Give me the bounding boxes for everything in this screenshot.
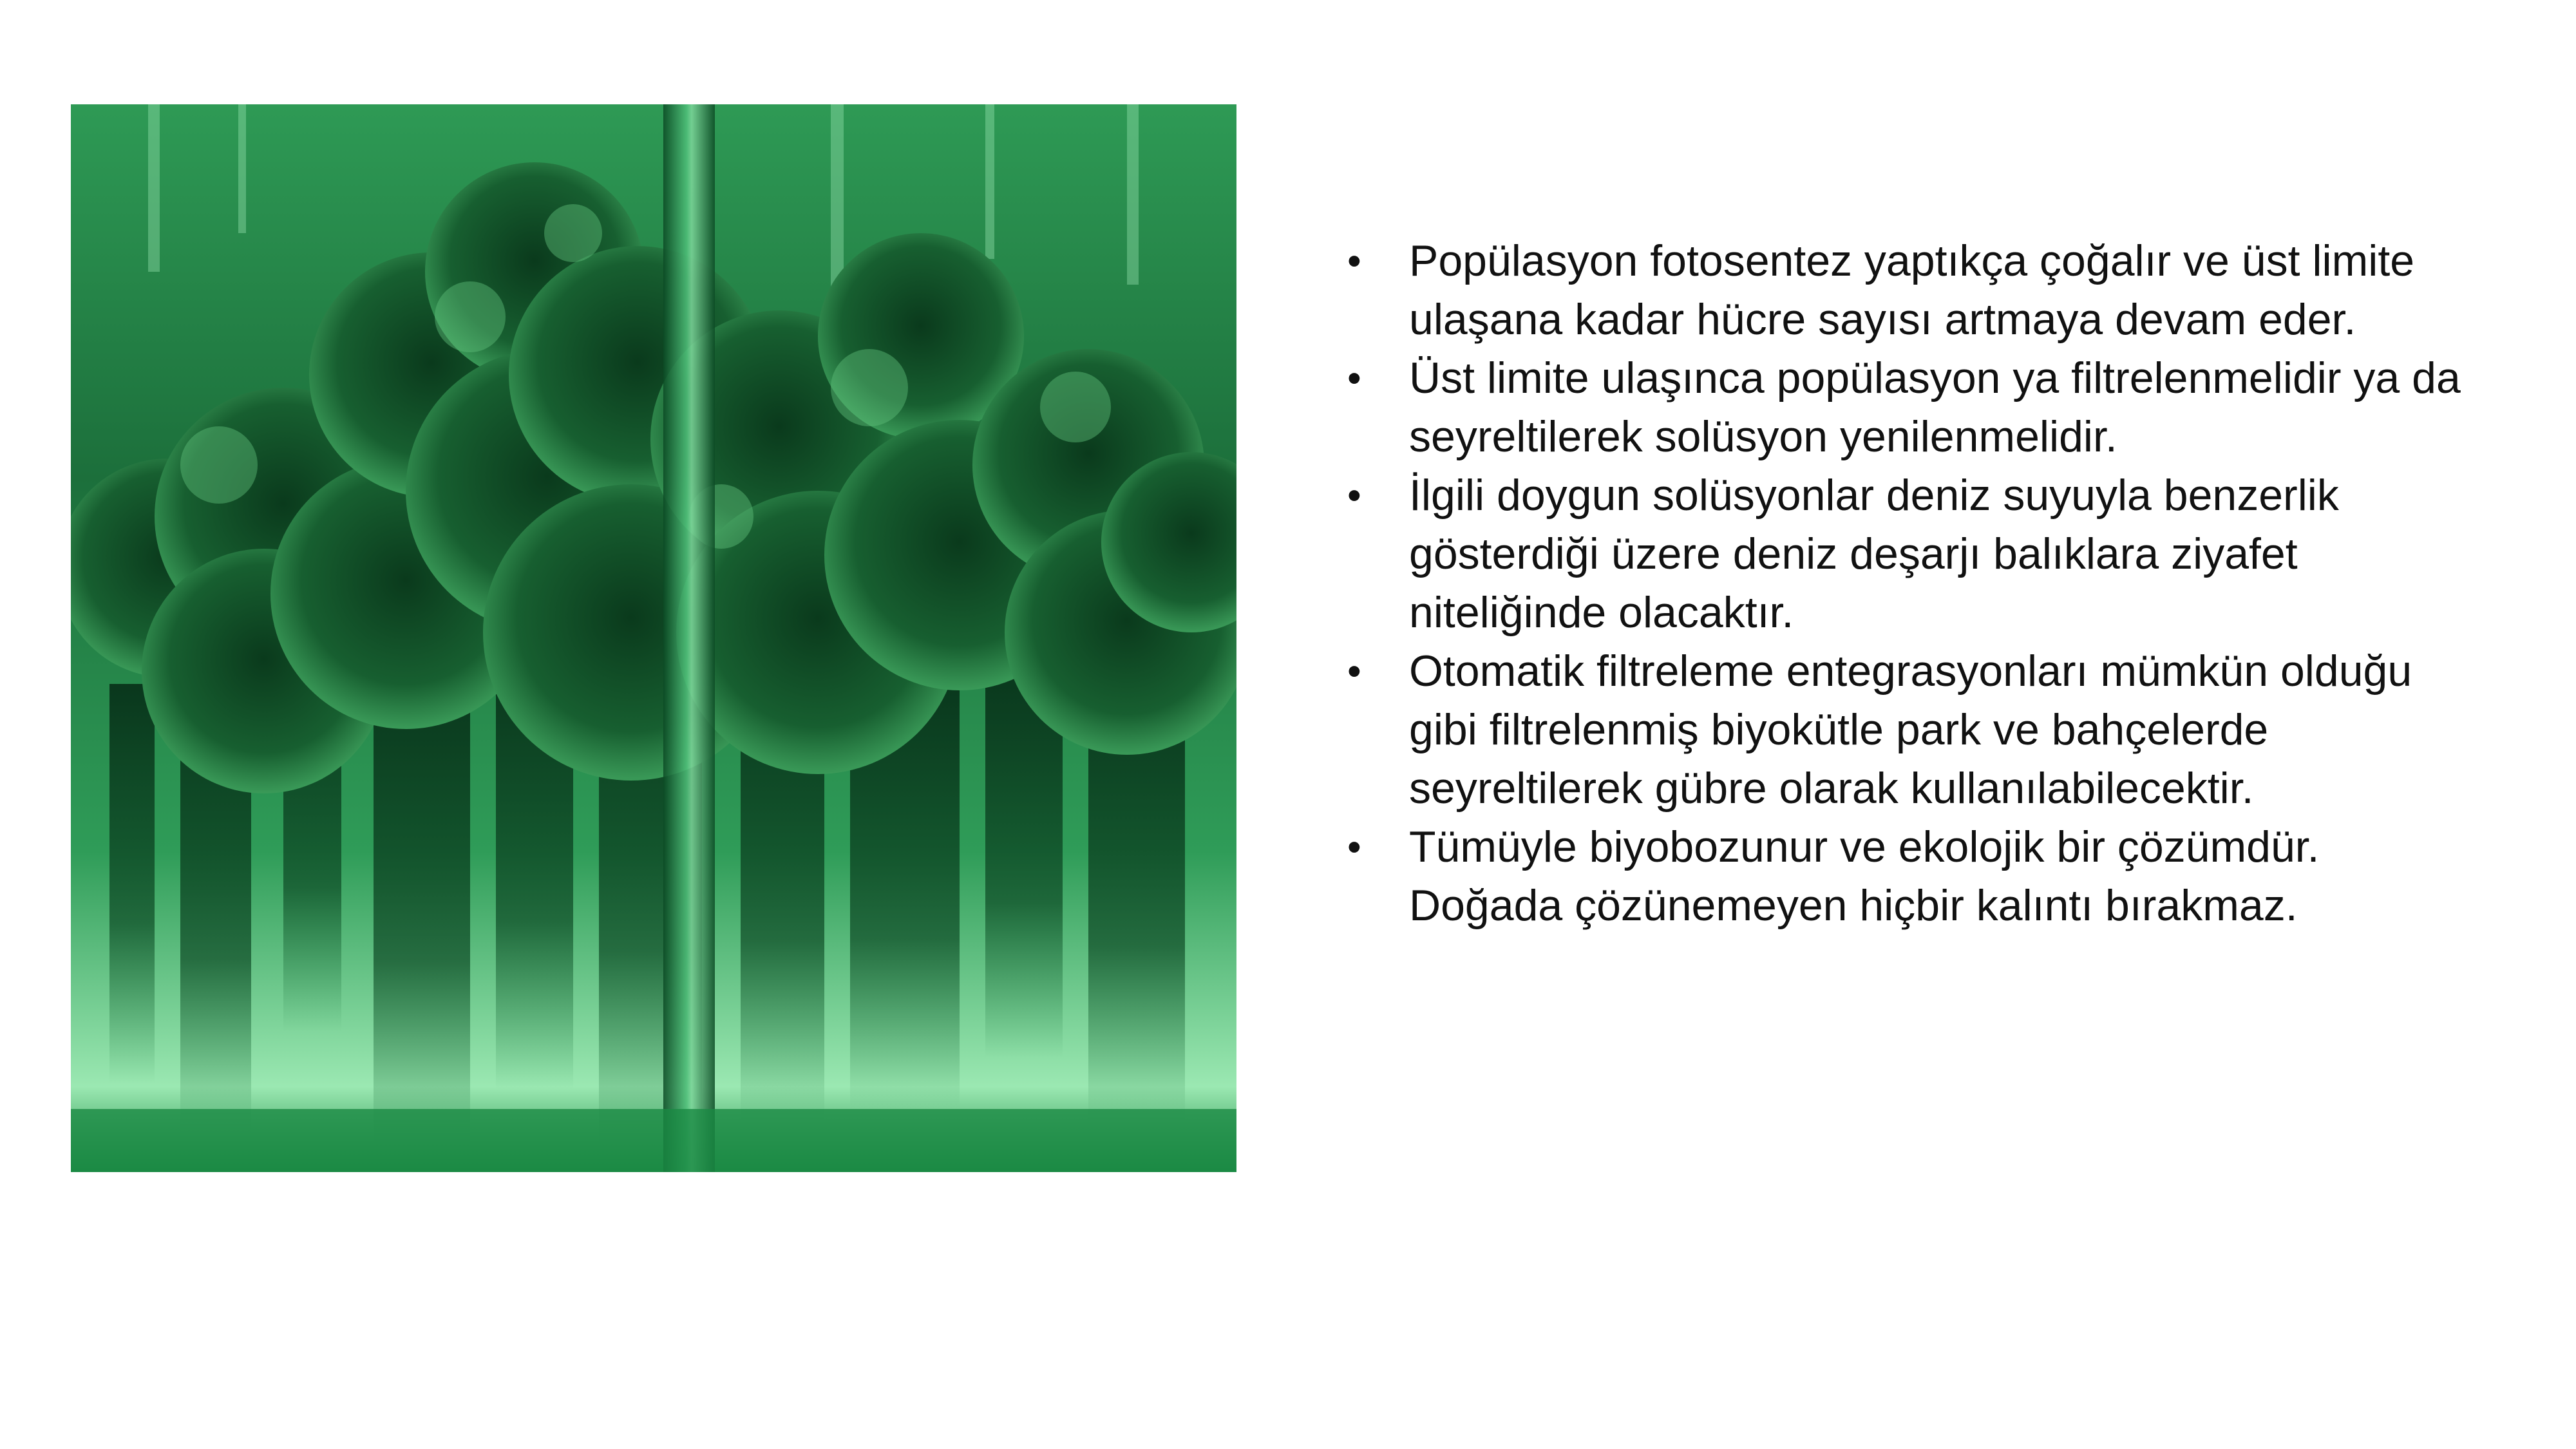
bullet-icon: • (1347, 239, 1361, 283)
bullet-text: Tümüyle biyobozunur ve ekolojik bir çözümdür. Doğada çözünemeyen hiçbir kalıntı bırakmaz. (1409, 822, 2320, 930)
bullet-icon: • (1347, 356, 1361, 401)
bullet-icon: • (1347, 649, 1361, 694)
bullet-text: İlgili doygun solüsyonlar deniz suyuyla benzerlik gösterdiği üzere deniz deşarjı balıklara ziyafet niteliğinde olacaktır. (1409, 471, 2339, 637)
bullet-text: Popülasyon fotosentez yaptıkça çoğalır ve üst limite ulaşana kadar hücre sayısı artmaya devam eder. (1409, 236, 2415, 344)
bullet-icon: • (1347, 473, 1361, 518)
bullet-item (1333, 466, 2479, 642)
bullet-item (1333, 642, 2479, 818)
bullet-item (1333, 232, 2479, 349)
bullet-item (1333, 349, 2479, 466)
bullet-text: Üst limite ulaşınca popülasyon ya filtrelenmelidir ya da seyreltilerek solüsyon yenilenmelidir. (1409, 354, 2461, 461)
algae-illustration (71, 104, 1236, 1172)
bullet-list (1333, 232, 2479, 935)
algae-tank-photo (71, 104, 1236, 1172)
bullet-icon: • (1347, 825, 1361, 869)
bullet-item (1333, 818, 2479, 935)
bullet-text: Otomatik filtreleme entegrasyonları mümkün olduğu gibi filtrelenmiş biyokütle park ve bahçelerde seyreltilerek gübre olarak kullanılabilecektir. (1409, 647, 2412, 813)
